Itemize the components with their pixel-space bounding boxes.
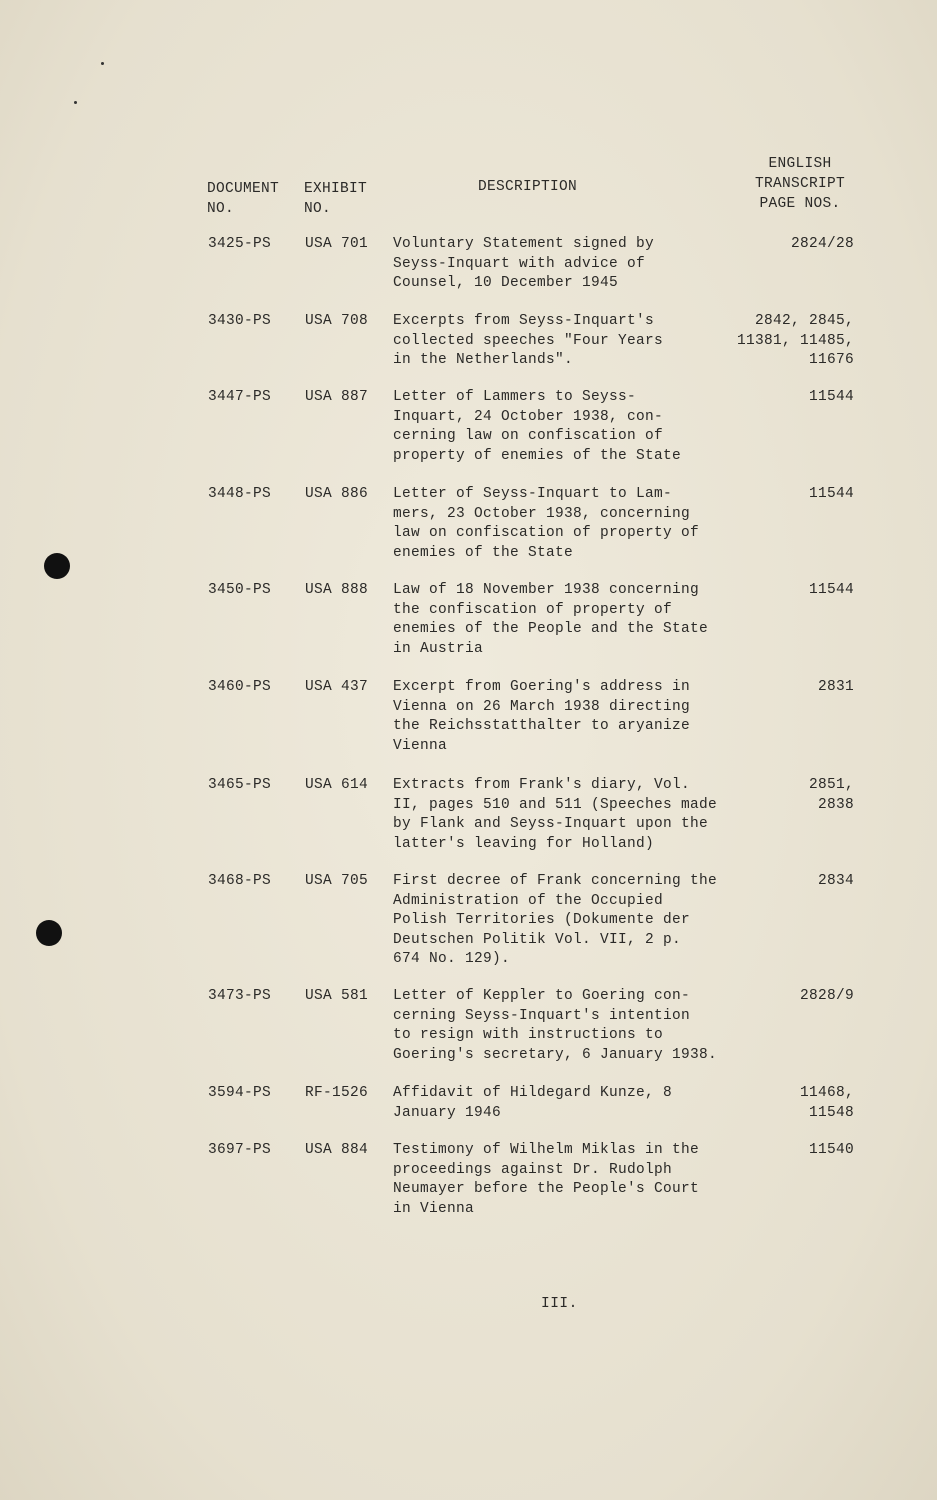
document-number: 3594-PS (208, 1085, 272, 1101)
transcript-page-line: 2828/9 (799, 988, 854, 1004)
description (393, 872, 753, 970)
transcript-page-line: 2831 (817, 679, 854, 695)
transcript-page-line: 11676 (808, 352, 854, 368)
transcript-pages (724, 388, 854, 408)
punch-hole-lower (36, 920, 62, 946)
header-description: DESCRIPTION (478, 179, 578, 195)
description-line: Testimony of Wilhelm Miklas in the (393, 1142, 700, 1158)
description-line: January 1946 (393, 1104, 502, 1121)
description-line: II, pages 510 and 511 (Speeches made (393, 796, 718, 813)
description-line: enemies of the People and the State (393, 621, 709, 637)
exhibit-number: USA 581 (305, 988, 369, 1004)
description-line: the Reichsstatthalter to aryanize (393, 718, 691, 734)
transcript-pages (724, 581, 854, 601)
description-line: Extracts from Frank's diary, Vol. (393, 777, 691, 793)
description (393, 1141, 753, 1219)
document-number: 3468-PS (208, 873, 272, 889)
description (393, 312, 753, 371)
description-line: Neumayer before the People's Court (393, 1181, 700, 1197)
header-exhibit-no: EXHIBIT NO. (304, 181, 368, 217)
description-line: Letter of Seyss-Inquart to Lam- (393, 486, 673, 502)
description-line: cerning law on confiscation of (393, 428, 664, 444)
description-line: Excerpts from Seyss-Inquart's (393, 313, 655, 329)
ink-speck (101, 62, 104, 65)
description-line: Deutschen Politik Vol. VII, 2 p. (393, 931, 682, 948)
description (393, 581, 753, 659)
transcript-pages (724, 312, 854, 371)
description-line: Inquart, 24 October 1938, con- (393, 408, 664, 425)
description (393, 1084, 753, 1123)
transcript-page-line: 2851, (808, 777, 854, 793)
header-english-transcript: ENGLISH TRANSCRIPT PAGE NOS. (754, 156, 845, 212)
description-line: property of enemies of the State (393, 447, 682, 464)
description (393, 485, 753, 563)
description-line: collected speeches "Four Years (393, 332, 664, 349)
document-number: 3425-PS (208, 236, 272, 252)
description-line: proceedings against Dr. Rudolph (393, 1161, 673, 1178)
document-number: 3460-PS (208, 679, 272, 695)
transcript-page-line: 2842, 2845, (754, 313, 854, 329)
page-number: III. (541, 1296, 578, 1312)
description-line: Goering's secretary, 6 January 1938. (393, 1046, 718, 1063)
transcript-pages (724, 485, 854, 505)
transcript-pages (724, 776, 854, 815)
document-number: 3465-PS (208, 777, 272, 793)
description-line: to resign with instructions to (393, 1027, 664, 1043)
description (393, 987, 753, 1065)
transcript-page-line: 11544 (808, 486, 854, 502)
transcript-page-line: 11540 (808, 1142, 854, 1158)
description-line: enemies of the State (393, 544, 574, 561)
document-number: 3430-PS (208, 313, 272, 329)
description-line: Vienna (393, 737, 448, 754)
exhibit-number: USA 887 (305, 389, 369, 405)
exhibit-number: USA 437 (305, 679, 369, 695)
document-number: 3448-PS (208, 486, 272, 502)
transcript-pages (724, 235, 854, 255)
exhibit-number: USA 888 (305, 582, 369, 598)
exhibit-number: USA 708 (305, 313, 369, 329)
description-line: Vienna on 26 March 1938 directing (393, 698, 691, 715)
description-line: in the Netherlands". (393, 352, 574, 368)
document-number: 3450-PS (208, 582, 272, 598)
description-line: Letter of Lammers to Seyss- (393, 389, 637, 405)
transcript-page-line: 2838 (817, 796, 854, 813)
document-number: 3473-PS (208, 988, 272, 1004)
transcript-page-line: 11548 (808, 1104, 854, 1121)
document-number: 3447-PS (208, 389, 272, 405)
transcript-page-line: 2824/28 (790, 236, 854, 252)
description-line: Letter of Keppler to Goering con- (393, 988, 691, 1004)
description-line: Administration of the Occupied (393, 892, 664, 909)
description (393, 235, 753, 294)
description-line: by Flank and Seyss-Inquart upon the (393, 816, 709, 832)
description-line: First decree of Frank concerning the (393, 873, 718, 889)
description-line: Seyss-Inquart with advice of (393, 255, 646, 272)
transcript-page-line: 11544 (808, 389, 854, 405)
description-line: cerning Seyss-Inquart's intention (393, 1007, 691, 1024)
description-line: mers, 23 October 1938, concerning (393, 505, 691, 522)
ink-speck (74, 101, 77, 104)
description (393, 776, 753, 854)
description-line: Affidavit of Hildegard Kunze, 8 (393, 1085, 673, 1101)
description-line: Polish Territories (Dokumente der (393, 912, 691, 928)
exhibit-number: RF-1526 (305, 1085, 369, 1101)
transcript-page-line: 11468, (799, 1085, 854, 1101)
description-line: law on confiscation of property of (393, 525, 700, 541)
transcript-page-line: 11544 (808, 582, 854, 598)
description-line: 674 No. 129). (393, 951, 511, 967)
transcript-page-line: 11381, 11485, (736, 332, 854, 349)
transcript-pages (724, 987, 854, 1007)
description-line: in Vienna (393, 1200, 475, 1217)
description-line: Excerpt from Goering's address in (393, 679, 691, 695)
transcript-pages (724, 678, 854, 698)
description-line: Voluntary Statement signed by (393, 236, 655, 252)
transcript-pages (724, 872, 854, 892)
transcript-pages (724, 1084, 854, 1123)
transcript-page-line: 2834 (817, 873, 854, 889)
description (393, 388, 753, 466)
exhibit-number: USA 705 (305, 873, 369, 889)
exhibit-number: USA 886 (305, 486, 369, 502)
document-number: 3697-PS (208, 1142, 272, 1158)
description-line: in Austria (393, 640, 484, 657)
description-line: latter's leaving for Holland) (393, 835, 655, 852)
description-line: the confiscation of property of (393, 601, 673, 618)
description-line: Law of 18 November 1938 concerning (393, 582, 700, 598)
header-document-no: DOCUMENT NO. (207, 181, 280, 217)
transcript-pages (724, 1141, 854, 1161)
description (393, 678, 753, 756)
exhibit-number: USA 701 (305, 236, 369, 252)
description-line: Counsel, 10 December 1945 (393, 275, 619, 291)
punch-hole-upper (44, 553, 70, 579)
exhibit-number: USA 884 (305, 1142, 369, 1158)
exhibit-number: USA 614 (305, 777, 369, 793)
